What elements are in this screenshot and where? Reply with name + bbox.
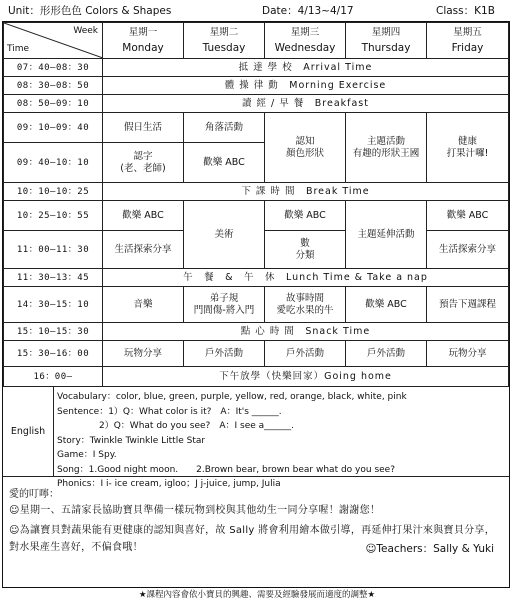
phonics-line: Phonics：I i- ice cream, igloo；J j-juice, jump, Julia (57, 479, 281, 489)
cell-story-time: 故事時間 愛吃水果的牛 (265, 287, 346, 323)
week-time-corner (4, 23, 103, 59)
class-label: Class：K1B (436, 5, 495, 17)
cell-math-sorting: 數 分類 (265, 231, 346, 269)
day-wednesday: 星期三 Wednesday (265, 23, 346, 59)
sentence-line-1: Sentence：1）Q：What color is it? A：It's ______. (57, 406, 282, 417)
cell-cognition: 認知 顏色形狀 (265, 113, 346, 183)
cell-holiday-life: 假日生活 (103, 113, 184, 143)
day-monday: 星期一 Monday (103, 23, 184, 59)
cell-dizigui: 弟子規 門閭傷-將入門 (184, 287, 265, 323)
time-label: Time (7, 44, 30, 54)
time-cell: 11：00—11：30 (4, 231, 103, 269)
cell-health: 健康 打果汁囉! (427, 113, 509, 183)
time-cell: 07：40—08：30 (4, 59, 103, 77)
cell-corner-activity: 角落活動 (184, 113, 265, 143)
time-cell: 15：30—16：00 (4, 341, 103, 367)
english-content (57, 390, 507, 492)
story-line: Story：Twinkle Twinkle Little Star (57, 435, 206, 446)
cell-outdoor: 戶外活動 (265, 341, 346, 367)
row-1025 (4, 201, 509, 231)
row-break (4, 183, 509, 201)
cell-fun-abc: 歡樂 ABC (184, 143, 265, 183)
time-cell: 09：10—09：40 (4, 113, 103, 143)
cell-theme-extension: 主題延伸活動 (346, 201, 427, 269)
cell-life-explore: 生活探索分享 (103, 231, 184, 269)
cell-art: 美術 (184, 201, 265, 269)
header (0, 3, 514, 19)
breakfast-cell: 讀 經 / 早 餐 Breakfast (103, 95, 509, 113)
notes-title: 愛的叮嚀： (9, 489, 59, 500)
arrival-cell: 抵 達 學 校 Arrival Time (103, 59, 509, 77)
cell-life-explore: 生活探索分享 (427, 231, 509, 269)
time-cell: 08：30—08：50 (4, 77, 103, 95)
row-lunch (4, 269, 509, 287)
row-1530 (4, 341, 509, 367)
cell-toy-share: 玩物分享 (103, 341, 184, 367)
cell-fun-abc: 歡樂 ABC (103, 201, 184, 231)
cell-music: 音樂 (103, 287, 184, 323)
row-snack (4, 323, 509, 341)
day-thursday: 星期四 Thursday (346, 23, 427, 59)
time-cell: 10：25—10：55 (4, 201, 103, 231)
song-line: Song：1.Good night moon. 2.Brown bear, brown bear what do you see? (57, 464, 395, 475)
cell-theme-activity: 主題活動 有趣的形狀王國 (346, 113, 427, 183)
unit-label: Unit：形形色色 Colors & Shapes (8, 5, 172, 17)
time-cell: 08：50—09：10 (4, 95, 103, 113)
time-cell: 09：40—10：10 (4, 143, 103, 183)
time-cell: 14：30—15：10 (4, 287, 103, 323)
time-cell: 11：30—13：45 (4, 269, 103, 287)
cell-fun-abc: 歡樂 ABC (265, 201, 346, 231)
cell-fun-abc: 歡樂 ABC (346, 287, 427, 323)
day-friday: 星期五 Friday (427, 23, 509, 59)
week-label: Week (73, 26, 98, 36)
row-going-home (4, 367, 509, 387)
schedule-table (3, 22, 509, 387)
english-section (3, 387, 509, 489)
row-0910 (4, 113, 509, 143)
sentence-line-2: 2）Q：What do you see? A：I see a______. (99, 421, 295, 431)
note-toy-sharing: ☺星期一、五請家長協助寶貝準備一樣玩物到校與其他幼生一同分享喔！謝謝您！ (9, 505, 381, 516)
cell-toy-share: 玩物分享 (427, 341, 509, 367)
break-cell: 下 課 時 間 Break Time (103, 183, 509, 201)
row-breakfast (4, 95, 509, 113)
date-label: Date：4/13~4/17 (262, 5, 354, 17)
day-tuesday: 星期二 Tuesday (184, 23, 265, 59)
going-home-cell: 下午放學（快樂回家）Going home (103, 367, 509, 387)
snack-cell: 點 心 時 間 Snack Time (103, 323, 509, 341)
cell-outdoor: 戶外活動 (346, 341, 427, 367)
cell-outdoor: 戶外活動 (184, 341, 265, 367)
header-row (4, 23, 509, 59)
time-cell: 16：00— (4, 367, 103, 387)
schedule-frame (2, 21, 510, 588)
row-exercise (4, 77, 509, 95)
cell-fun-abc: 歡樂 ABC (427, 201, 509, 231)
time-cell: 15：10—15：30 (4, 323, 103, 341)
teachers-signature: ☺Teachers：Sally & Yuki (365, 543, 494, 555)
vocabulary-line: Vocabulary：color, blue, green, purple, yellow, red, orange, black, white, pink (57, 392, 407, 402)
exercise-cell: 體 操 律 動 Morning Exercise (103, 77, 509, 95)
lunch-cell: 午 餐 & 午 休 Lunch Time & Take a nap (103, 269, 509, 287)
row-arrival (4, 59, 509, 77)
note-fruit-juice: ☺為讓寶貝對蔬果能有更健康的認知與喜好，故 Sally 將會利用繪本做引導，再延伸打果汁來與寶貝分享，對水果產生喜好，不偏食哦！ (9, 525, 496, 553)
cell-next-week-preview: 預告下週課程 (427, 287, 509, 323)
footer-note: ★課程內容會依小寶貝的興趣、需要及經驗發展而適度的調整★ (138, 590, 376, 600)
cell-word-recognition: 認字 (老、老師) (103, 143, 184, 183)
row-1430 (4, 287, 509, 323)
game-line: Game：I Spy. (57, 450, 117, 460)
english-label: English (3, 387, 54, 476)
time-cell: 10：10—10：25 (4, 183, 103, 201)
